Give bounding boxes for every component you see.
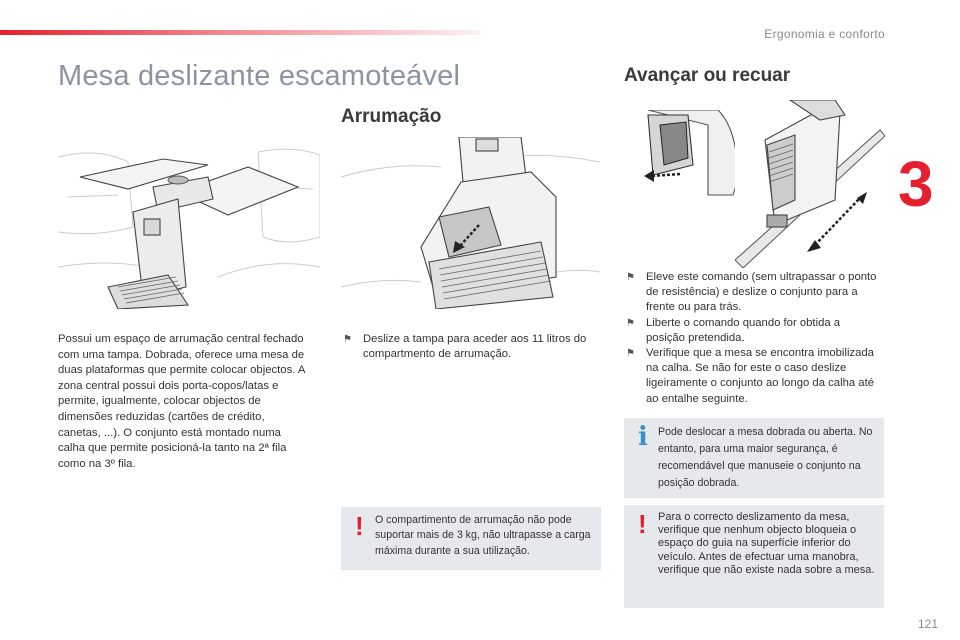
arrumacao-bullet-list [341,332,599,362]
flag-bullet-icon: ⚑ [343,334,352,345]
exclamation-icon: ! [638,509,647,539]
exclamation-icon: ! [355,511,364,541]
intro-paragraph: Possui um espaço de arrumação central fechado com uma tampa. Dobrada, oferece uma mesa de duas plataformas que permite colocar objectos. A zona central possui dois porta-copos/latas e permite, igualmente, colocar objectos de dimensões reduzidas (cartões de crédito, canetas, ...). O conjunto está montado numa calha que permite posicioná-la tanto na 2ª fila como na 3º fila. [58,333,305,470]
avancar-bullet-list [624,270,882,407]
storage-warning-text: O compartimento de arrumação não pode suportar mais de 3 kg, não ultrapasse a carga máxima durante a sua utilização. [375,514,591,557]
flag-bullet-icon: ⚑ [626,348,635,360]
control-lever-illustration [638,110,740,200]
flag-bullet-icon: ⚑ [626,272,635,283]
list-item: ⚑ Deslize a tampa para aceder aos 11 litros do compartmento de arrumação. [343,333,587,361]
slide-warning-text: Para o correcto deslizamento da mesa, verifique que nenhum objecto bloqueia o espaço do guia na superfície inferior do veículo. Antes de efectuar uma manobra, verifique que não existe nada sobre a mesa. [658,511,875,576]
list-item: ⚑ Eleve este comando (sem ultrapassar o ponto de resistência) e deslize o conjunto para a frente ou para trás. [626,271,877,314]
chapter-title: Ergonomia e conforto [764,27,885,41]
info-icon: i [638,422,648,452]
list-item: ⚑ Verifique que a mesa se encontra imobilizada na calha. Se não for este o caso deslize ligeiramente o conjunto ao longo da calha até ao entalhe seguinte. [626,347,874,405]
table-unfolded-illustration [58,137,320,309]
info-note [624,418,884,498]
section-heading-arrumacao: Arrumação [341,106,442,127]
section-heading-avancar: Avançar ou recuar [624,65,791,86]
storage-compartment-illustration [341,137,600,309]
list-item: ⚑ Liberte o comando quando for obtida a posição pretendida. [626,316,841,344]
top-accent-bar [0,30,480,35]
page-title: Mesa deslizante escamoteável [58,60,461,92]
storage-warning-note [341,507,601,570]
page-number: 121 [917,617,938,631]
info-note-text: Pode deslocar a mesa dobrada ou aberta. No entanto, para uma maior segurança, é recomendável que manuseie o conjunto na posição dobrada. [658,426,873,489]
slide-warning-note [624,505,884,608]
flag-bullet-icon: ⚑ [626,317,635,329]
chapter-number: 3 [898,148,934,220]
slide-rail-illustration [735,100,885,268]
